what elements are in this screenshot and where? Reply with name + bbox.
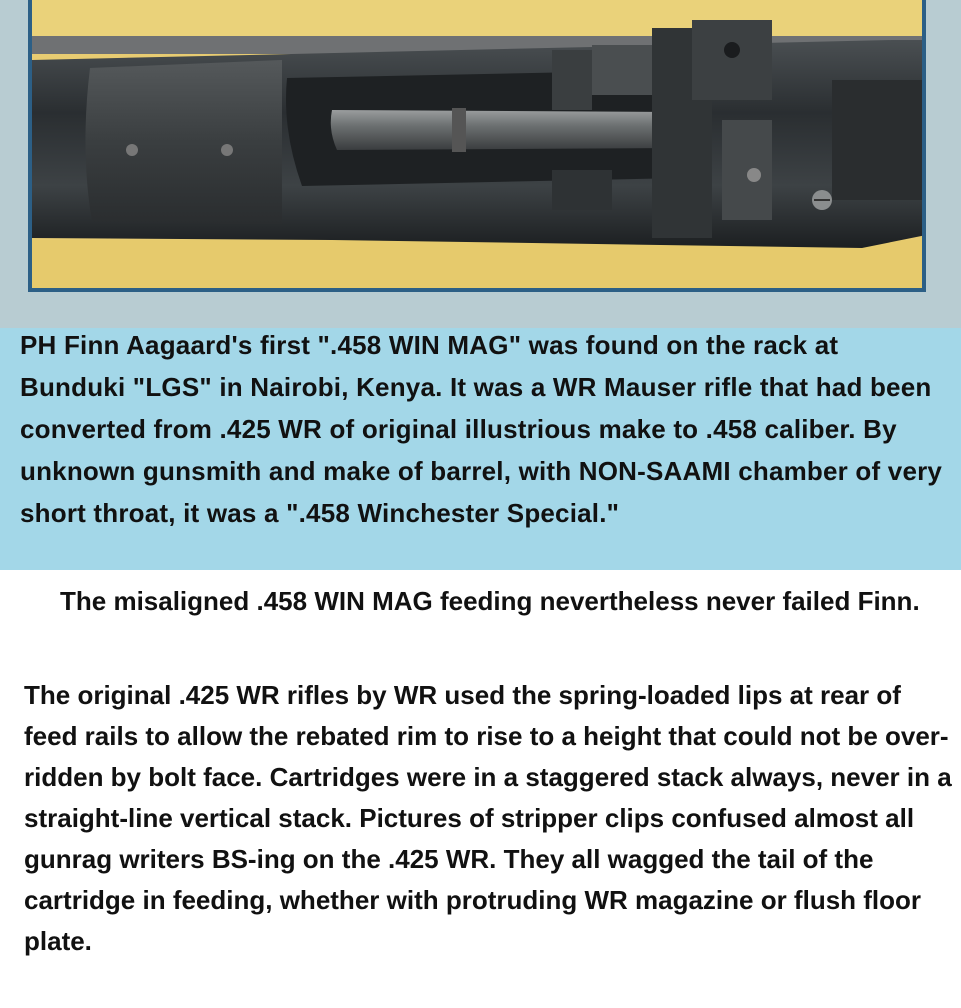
- caption-text: PH Finn Aagaard's first ".458 WIN MAG" was found on the rack at Bunduki "LGS" in Nairobi, Kenya. It was a WR Mauser rifle that had been converted from .425 WR of original illustrious make to .458 caliber. By unknown gunsmith and make of barrel, with NON-SAAMI chamber of very short throat, it was a ".458 Winchester Special.": [20, 330, 943, 528]
- rifle-action-photo: [28, 0, 926, 292]
- body-paragraph: The original .425 WR rifles by WR used the spring-loaded lips at rear of feed rails to allow the rebated rim to rise to a height that could not be over-ridden by bolt face. Cartridges were in a staggered stack always, never in a straight-line vertical stack. Pictures of stripper clips confused almost all gunrag writers BS-ing on the .425 WR. They all wagged the tail of the cartridge in feeding, whether with protruding WR magazine or flush floor plate.: [24, 680, 952, 956]
- caption-panel: [0, 328, 961, 570]
- photo-area: [0, 0, 961, 328]
- rifle-action-illustration: [32, 0, 926, 292]
- feeding-note: The misaligned .458 WIN MAG feeding nevertheless never failed Finn.: [60, 586, 920, 616]
